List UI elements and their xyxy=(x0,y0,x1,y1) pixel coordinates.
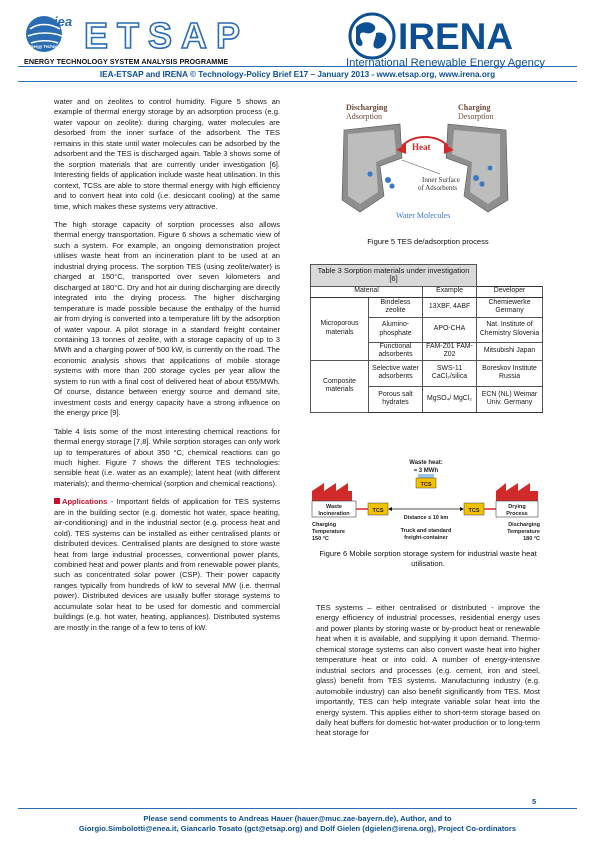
distance-label: Distance ≤ 10 km xyxy=(403,515,449,521)
adsorbents-label: of Adsorbents xyxy=(418,184,458,192)
table-group-label: Composite materials xyxy=(311,360,369,412)
left-column xyxy=(54,97,280,641)
discharging-label: Discharging xyxy=(346,103,388,112)
waste-label: Waste xyxy=(326,504,342,510)
truck-label: Truck and standard xyxy=(400,528,452,534)
table-header-material: Material xyxy=(311,286,423,297)
applications-heading: Applications xyxy=(62,497,108,507)
heat-label: Heat xyxy=(412,142,431,152)
irena-tagline: International Renewable Energy Agency xyxy=(346,57,546,69)
factory-icon-left xyxy=(312,483,352,501)
table-cell-material: Selective water adsorbents xyxy=(369,360,423,386)
figure-6-caption: Figure 6 Mobile sorption storage system for industrial waste heat utilisation. xyxy=(319,549,537,568)
irena-logo-text: IRENA xyxy=(398,16,514,57)
document-title: IEA-ETSAP and IRENA © Technology-Policy Brief E17 – January 2013 - www.etsap.org, www.irena.org xyxy=(99,70,496,79)
page-number: 5 xyxy=(532,797,537,806)
table-3-title: Table 3 Sorption materials under investigation [6] xyxy=(311,265,477,287)
header-rule-bottom xyxy=(18,81,577,82)
table-cell-example: MgSO₄/ MgCl₂ xyxy=(423,386,477,412)
paragraph: water and on zeolites to control humidity. Figure 5 shows an example of thermal energy storage by an adsorption process (e.g. water vapour on zeolite): during charging, water molecules are desorbed from the inner surface of the adsorbent. The TES remains in this state until water molecules can be adsorbed by the adsorbent and the TES is discharged again. Table 3 shows some of the sorption materials that are currently under investigation [6]. Interesting fields of application include waste heat utilisation. In this context, TCSs are able to store thermal energy with high efficiency and to convert heat into cold (i.e. desiccant cooling) at the same time, which makes these systems very attractive. xyxy=(54,97,280,211)
process-label: Process xyxy=(506,511,528,517)
figure-5-caption: Figure 5 TES de/adsorption process xyxy=(367,237,489,246)
bullet-square-icon xyxy=(54,498,60,504)
etsap-logo xyxy=(22,12,282,58)
truck-label-2: freight-container xyxy=(404,535,448,541)
charging-label: Charging xyxy=(458,103,491,112)
irena-globe-icon xyxy=(350,14,394,58)
table-cell-material: Functional adsorbents xyxy=(369,342,423,360)
incineration-label: Incineration xyxy=(318,511,350,517)
table-3 xyxy=(310,264,543,413)
waste-heat-label: Waste heat: xyxy=(409,460,443,466)
table-cell-developer: Mitsubishi Japan xyxy=(477,342,543,360)
table-cell-developer: Boreskov Institute Russia xyxy=(477,360,543,386)
discharging-temp-label-2: Temperature xyxy=(507,529,540,535)
etsap-logo-text: ETSAP xyxy=(84,15,250,56)
tcs-label: TCS xyxy=(420,482,432,488)
paragraph: The high storage capacity of sorption processes also allows thermal energy transportation. Figure 6 shows a schematic view of such a system. For example, an ongoing demonstration project utilises waste heat from an incineration plant to be used at an industrial drying process. The sorption TES (using zeolite/water) is charged at 150°C, transported over seven kilometers and discharged at 180°C. Dry and hot air during discharging are directly integrated into the drying process. The higher discharging temperature is made possible because the enthalpy of the humid air from drying is converted into a temperature lift by the adsorption of water vapour. A pilot storage in a standard freight container containing 13 tonnes of zeolite, with a storage capacity of up to 3 MWh and a charging power of 500 kW, is currently on the road. The economic analysis shows that applications of mobile storage systems with more than 200 storage cycles per year allow the system to run with a final cost of delivered heat of about €55/MWh. Of course, distance between energy source and demand site, investment costs and energy capacity have a strong influence on the energy price [9]. xyxy=(54,219,280,418)
programme-title: ENERGY TECHNOLOGY SYSTEM ANALYSIS PROGRAMME xyxy=(24,57,229,66)
irena-logo xyxy=(346,11,576,69)
desorption-label: Desorption xyxy=(458,112,494,121)
etsap-logo-sub: Energy Technology Network xyxy=(28,44,85,49)
table-cell-example: APO-CHA xyxy=(423,317,477,342)
table-cell-example: 13XBF, 4ABF xyxy=(423,297,477,317)
table-row xyxy=(311,360,543,386)
footer xyxy=(0,814,595,834)
applications-paragraph xyxy=(54,497,280,633)
adsorbent-pore-right xyxy=(446,124,508,212)
footer-line-1: Please send comments to Andreas Hauer (hauer@muc.zae-bayern.de), Author, and to xyxy=(143,814,452,823)
footer-rule xyxy=(18,808,577,809)
charging-temp-value: 150 °C xyxy=(312,536,329,542)
table-group-label: Microporous materials xyxy=(311,297,369,360)
water-molecules-label: Water Molecules xyxy=(396,211,451,220)
charging-temp-label: Charging xyxy=(312,522,337,528)
table-cell-material: Porous salt hydrates xyxy=(369,386,423,412)
figure-6-diagram xyxy=(306,457,546,543)
table-cell-example: SWS-11 CaCl₂/silica xyxy=(423,360,477,386)
paragraph: Table 4 lists some of the most interesting chemical reactions for thermal energy storage [7,8]. While sorption storages can only work up to temperatures of about 350 °C, chemical reactions can go much higher. Figure 7 shows the different TES technologies: sensible heat (i.e. water as an example); latent heat (with different materials); and thermo-chemical (sorption and chemical reactions). xyxy=(54,426,280,488)
etsap-logo-small: iea xyxy=(54,14,73,29)
waste-heat-value: ≈ 3 MWh xyxy=(413,468,439,474)
paragraph: TES systems – either centralised or distributed - improve the energy efficiency of industrial processes, residential energy uses and power plants by storing waste or by-product heat or renewable heat when it is available, and supplying it upon demand. Thermo-chemical storage systems can also convert waste heat into higher temperature heat or into cold. A number of energy-intensive industrial sectors and processes (e.g. cement, iron and steel, glass) benefit from TES systems. Manufacturing industry (e.g. automobile industry) can also benefit significantly from TES. Most importantly, TES can help integrate variable solar heat into the energy system. This applies either to short-term storage based on daily heat buffers for domestic hot-water production or to long-term heat storage for xyxy=(316,603,540,738)
table-cell-developer: Nat. Institute of Chemistry Slovenia xyxy=(477,317,543,342)
table-cell-material: Bindeless zeolite xyxy=(369,297,423,317)
inner-surface-label: Inner Surface xyxy=(422,176,460,184)
adsorption-label: Adsorption xyxy=(346,112,382,121)
table-cell-developer: ECN (NL) Weimar Univ. Germany xyxy=(477,386,543,412)
header-rule-top xyxy=(18,66,577,67)
table-cell-developer: Chemiewerke Germany xyxy=(477,297,543,317)
waste-heat-bar xyxy=(418,474,434,478)
table-header-example: Example xyxy=(423,286,477,297)
table-header-developer: Developer xyxy=(477,286,543,297)
drying-label: Drying xyxy=(508,504,526,510)
right-column xyxy=(316,603,540,747)
tcs-label-left: TCS xyxy=(372,508,384,514)
table-cell-material: Alumino-phosphate xyxy=(369,317,423,342)
factory-icon-right xyxy=(496,483,538,501)
adsorbent-pore-left xyxy=(342,124,402,212)
discharging-temp-label: Discharging xyxy=(508,522,540,528)
tcs-label-right: TCS xyxy=(468,508,480,514)
applications-text: - Important fields of application for TES systems are in the building sector (e.g. domestic hot water, space heating, air-conditioning) and in the industrial sector (e.g. process heat and cold). TES systems can be installed as either centralised plants or distributed devices. Centralised plants are designed to store waste heat from large industrial processes, conventional power plants, combined heat and power plants and from renewable power plants, such as concentrated solar power (CSP). Their power capacity ranges typically from hundreds of kW to several MW (i.e. thermal power). Distributed devices are usually buffer storage systems to accumulate solar heat to be used for domestic and commercial buildings (e.g. hot water, heating, appliances). Distributed systems are mostly in the range of a few to tens of kW. xyxy=(54,497,280,632)
discharging-temp-value: 180 °C xyxy=(523,536,540,542)
table-row xyxy=(311,297,543,317)
table-cell-example: FAM-Z01 FAM-Z02 xyxy=(423,342,477,360)
figure-5-diagram xyxy=(340,100,510,230)
charging-temp-label-2: Temperature xyxy=(312,529,345,535)
footer-line-2: Giorgio.Simbolotti@enea.it, Giancarlo Tosato (gct@etsap.org) and Dolf Gielen (dgielen@irena.org), Project Co-ordinators xyxy=(78,824,517,834)
